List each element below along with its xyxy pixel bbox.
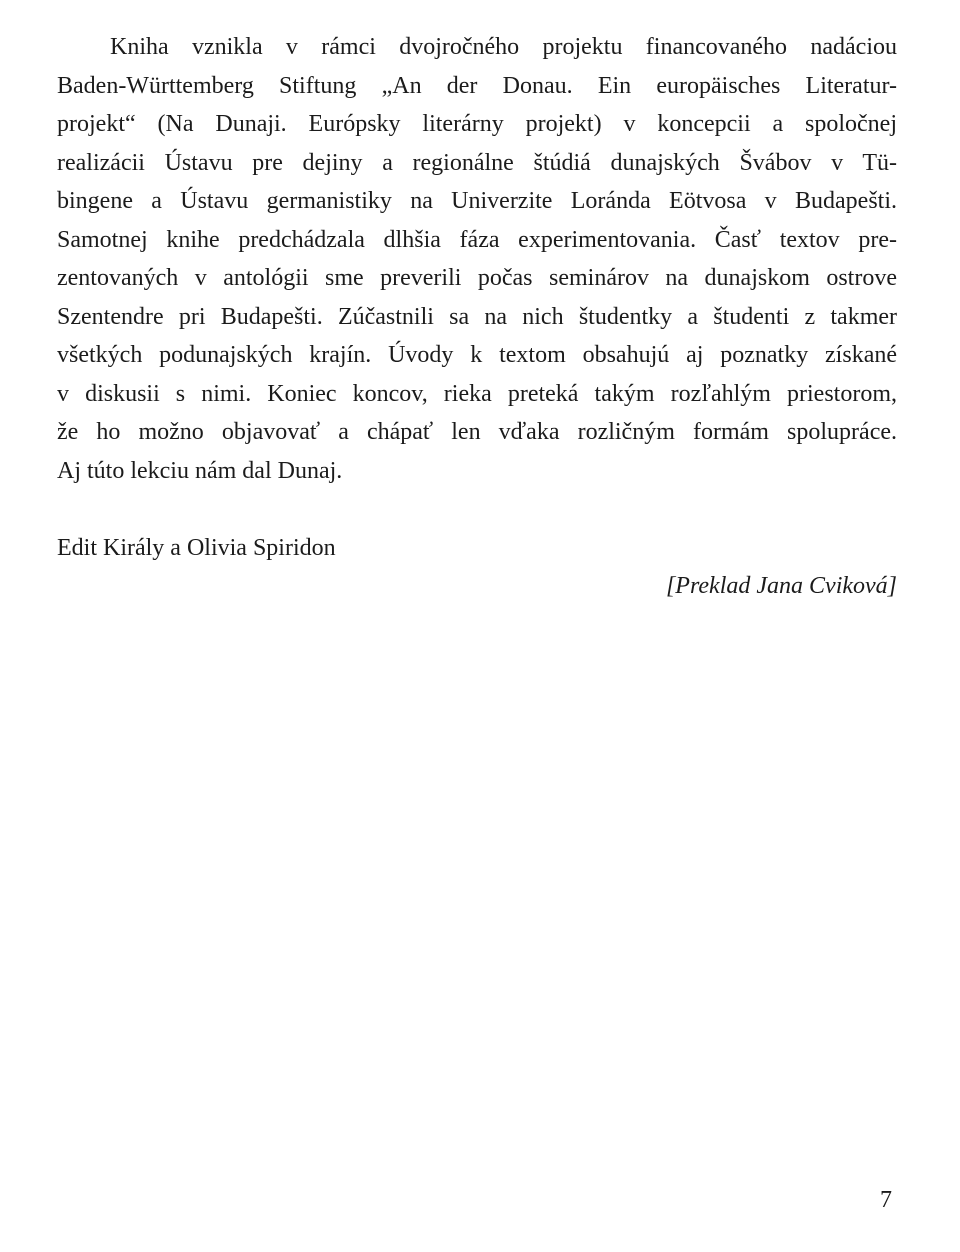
paragraph-line: Aj túto lekciu nám dal Dunaj.	[57, 457, 343, 484]
paragraph-line: projekt“ (Na Dunaji. Európsky literárny projekt) v koncepcii a spoločnej	[57, 111, 897, 137]
paragraph-line: zentovaných v antológii sme preverili počas seminárov na dunajskom ostrove	[57, 265, 897, 291]
paragraph-line: realizácii Ústavu pre dejiny a regionálne štúdiá dunajských Švábov v Tü-	[57, 149, 897, 176]
paragraph-line: v diskusii s nimi. Koniec koncov, rieka preteká takým rozľahlým priestorom,	[57, 380, 897, 407]
paragraph-line: bingene a Ústavu germanistiky na Univerzite Loránda Eötvosa v Budapešti.	[57, 188, 897, 214]
translation-credit: [Preklad Jana Cviková]	[665, 573, 897, 599]
body-paragraph	[57, 28, 897, 490]
paragraph-line: že ho možno objavovať a chápať len vďaka rozličným formám spolupráce.	[57, 419, 897, 445]
paragraph-line: Kniha vznikla v rámci dvojročného projektu financovaného nadáciou	[110, 34, 897, 60]
paragraph-line: Samotnej knihe predchádzala dlhšia fáza experimentovania. Časť textov pre-	[57, 226, 897, 253]
paragraph-line: všetkých podunajských krajín. Úvody k textom obsahujú aj poznatky získané	[57, 342, 897, 368]
author-signature: Edit Király a Olivia Spiridon	[57, 534, 336, 561]
page-number: 7	[880, 1187, 892, 1213]
paragraph-line: Baden-Württemberg Stiftung „An der Donau. Ein europäisches Literatur-	[57, 72, 897, 99]
paragraph-line: Szentendre pri Budapešti. Zúčastnili sa na nich študentky a študenti z takmer	[57, 303, 897, 330]
